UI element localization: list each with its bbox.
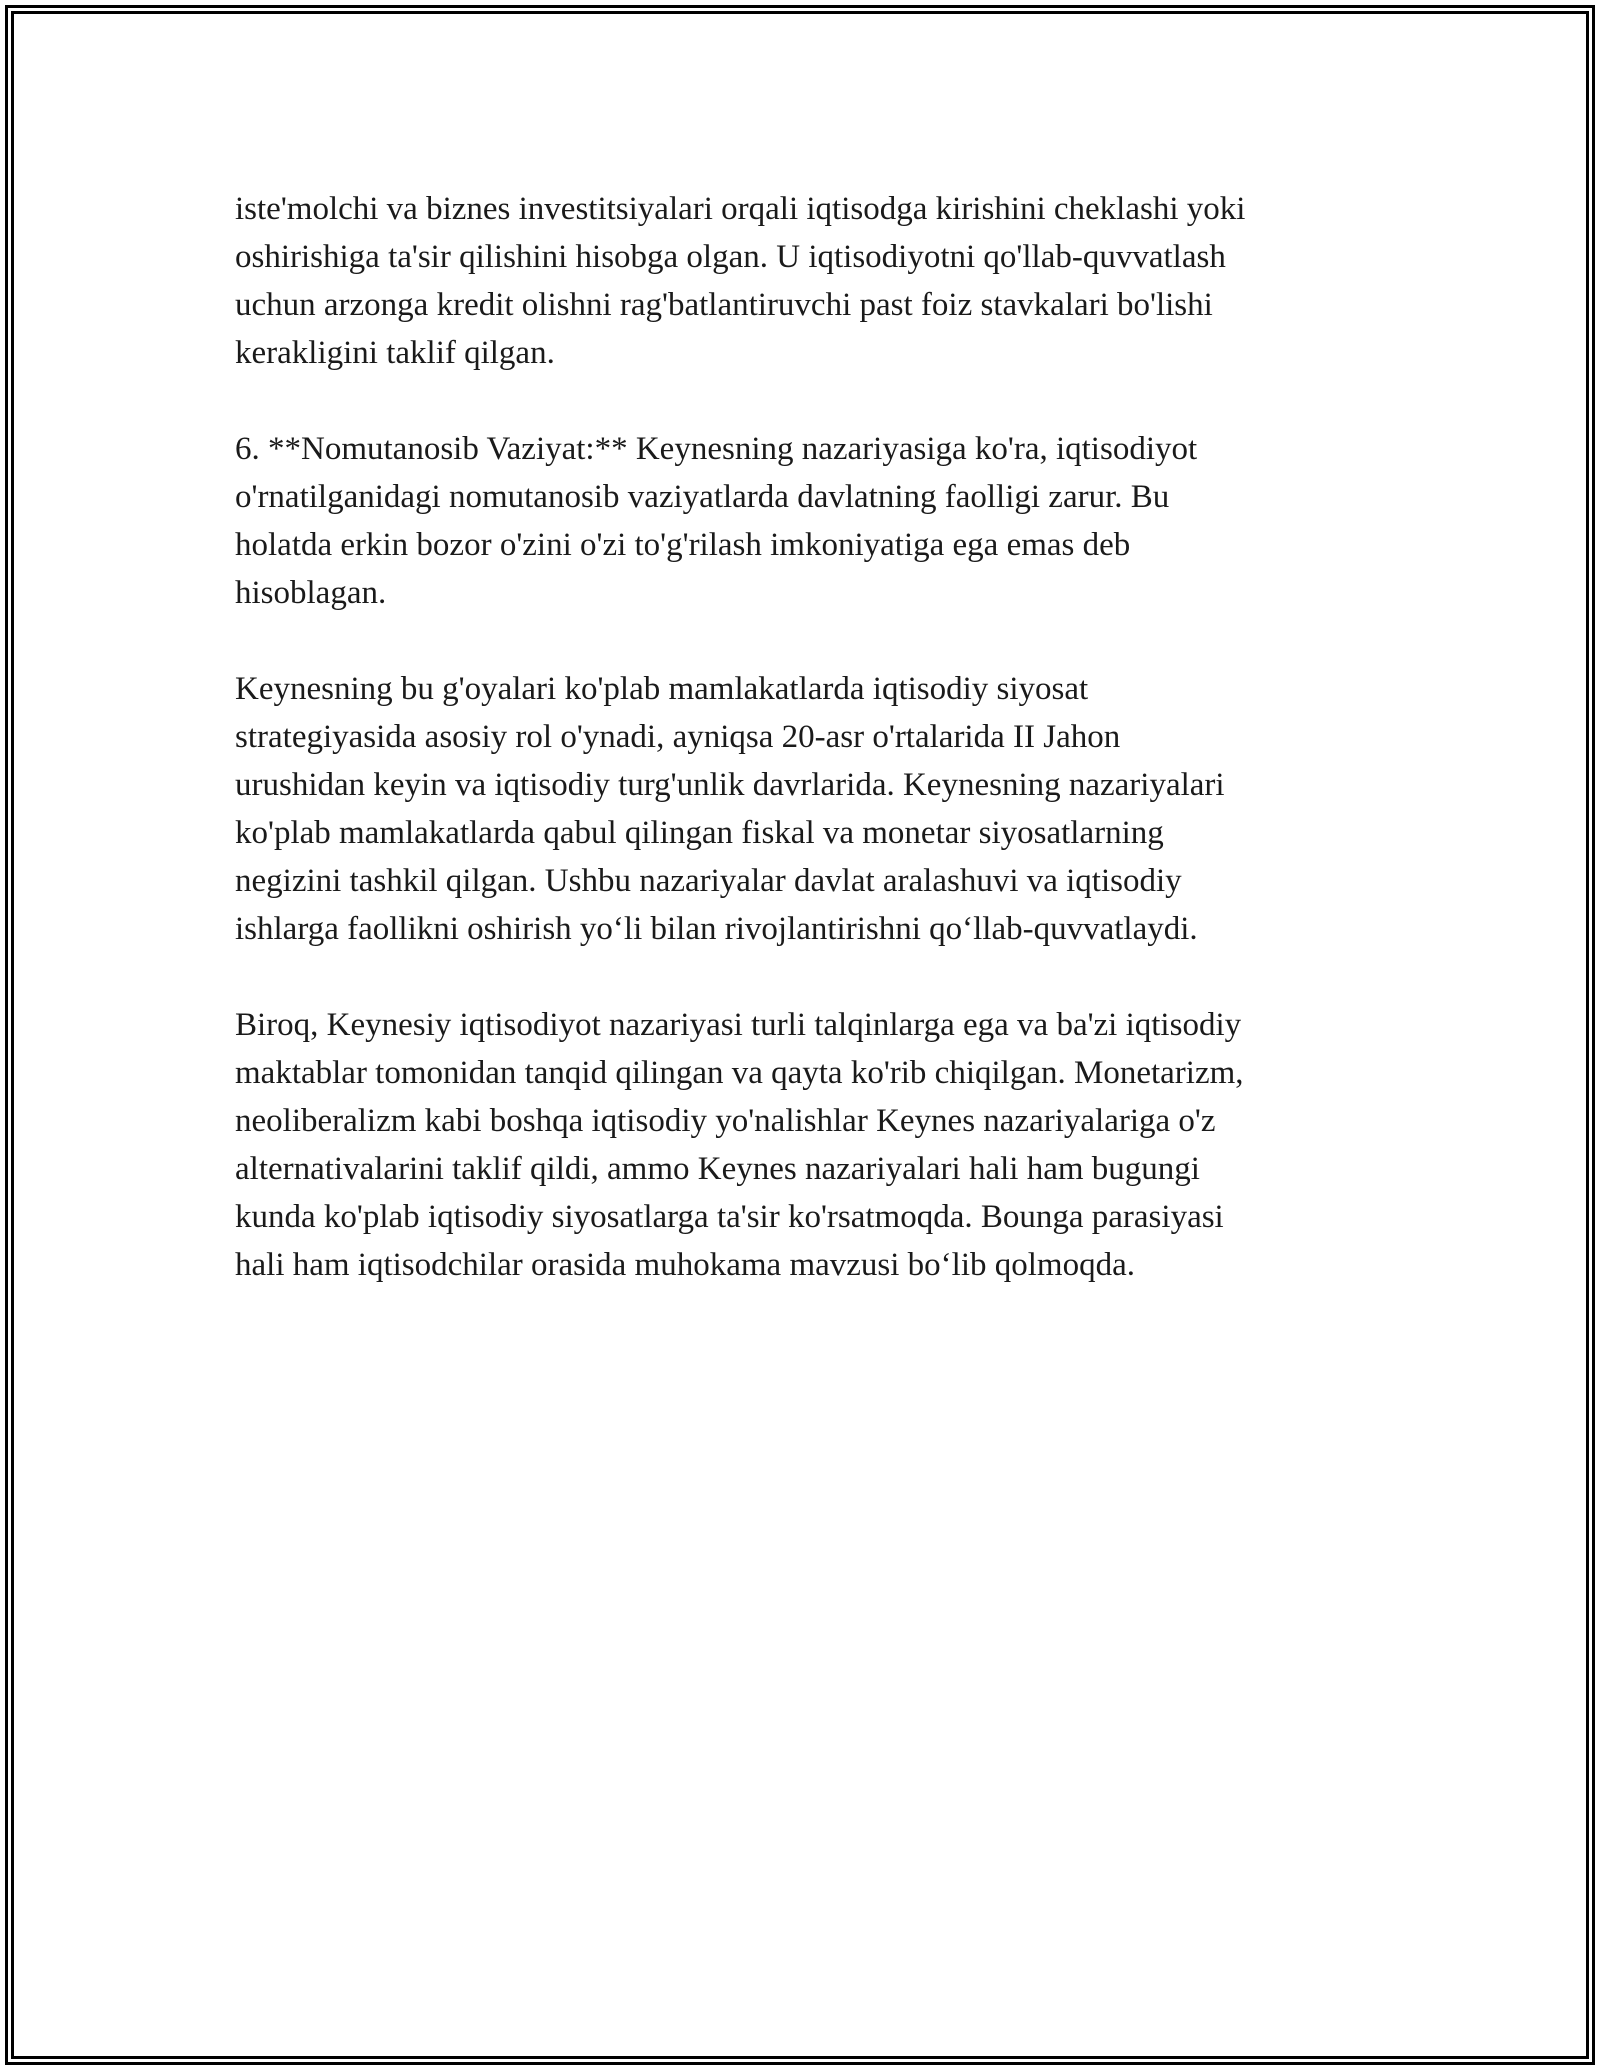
paragraph-3 [235,665,1375,953]
text-line: maktablar tomonidan tanqid qilingan va qayta ko'rib chiqilgan. Monetarizm, [235,1055,1244,1091]
text-line: oshirishiga ta'sir qilishini hisobga olgan. U iqtisodiyotni qo'llab-quvvatlash [235,239,1226,275]
text-line: hali ham iqtisodchilar orasida muhokama mavzusi bo‘lib qolmoqda. [235,1247,1135,1283]
paragraph-2 [235,425,1375,617]
text-line: kunda ko'plab iqtisodiy siyosatlarga ta'sir ko'rsatmoqda. Bounga parasiyasi [235,1199,1224,1235]
text-line: Keynesning bu g'oyalari ko'plab mamlakatlarda iqtisodiy siyosat [235,671,1089,707]
text-line: negizini tashkil qilgan. Ushbu nazariyalar davlat aralashuvi va iqtisodiy [235,863,1182,899]
document-body [235,185,1375,1337]
text-line: holatda erkin bozor o'zini o'zi to'g'rilash imkoniyatiga ega emas deb [235,527,1131,563]
text-line: strategiyasida asosiy rol o'ynadi, ayniqsa 20-asr o'rtalarida II Jahon [235,719,1121,755]
text-line: o'rnatilganidagi nomutanosib vaziyatlarda davlatning faolligi zarur. Bu [235,479,1170,515]
text-line: ko'plab mamlakatlarda qabul qilingan fiskal va monetar siyosatlarning [235,815,1164,851]
text-line: ishlarga faollikni oshirish yo‘li bilan rivojlantirishni qo‘llab-quvvatlaydi. [235,911,1198,947]
text-line: urushidan keyin va iqtisodiy turg'unlik davrlarida. Keynesning nazariyalari [235,767,1225,803]
text-line: Biroq, Keynesiy iqtisodiyot nazariyasi turli talqinlarga ega va ba'zi iqtisodiy [235,1007,1242,1043]
text-line: kerakligini taklif qilgan. [235,335,555,371]
text-line: 6. **Nomutanosib Vaziyat:** Keynesning nazariyasiga ko'ra, iqtisodiyot [235,431,1198,467]
paragraph-4 [235,1001,1375,1289]
text-line: alternativalarini taklif qildi, ammo Keynes nazariyalari hali ham bugungi [235,1151,1200,1187]
text-line: uchun arzonga kredit olishni rag'batlantiruvchi past foiz stavkalari bo'lishi [235,287,1213,323]
text-line: neoliberalizm kabi boshqa iqtisodiy yo'nalishlar Keynes nazariyalariga o'z [235,1103,1216,1139]
paragraph-1 [235,185,1375,377]
text-line: iste'molchi va biznes investitsiyalari orqali iqtisodga kirishini cheklashi yoki [235,191,1246,227]
text-line: hisoblagan. [235,575,387,611]
